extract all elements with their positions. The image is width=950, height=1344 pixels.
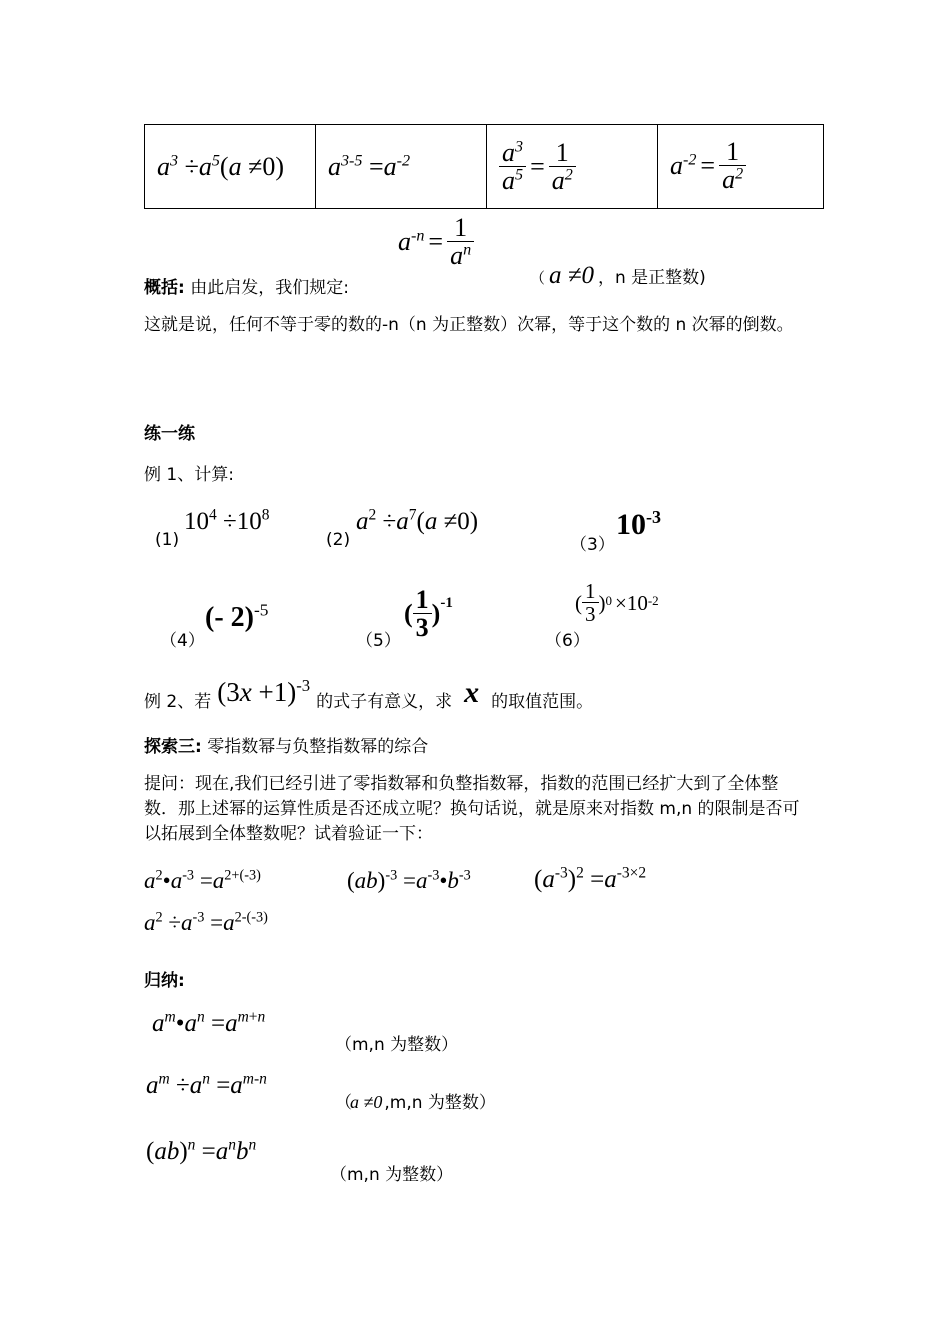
practice-heading: 练一练 — [144, 424, 195, 444]
formula-a3-minus-5: $a^{3-5} =a^{-2}$ — [328, 151, 411, 181]
summary-rule-3-cond: （m,n 为整数） — [330, 1165, 454, 1185]
example-2-pre: 例 2、若 — [144, 692, 212, 712]
explore-formula-1: $a^2•a^{-3} =a^{2+(-3)}$ — [144, 867, 261, 893]
summary-rule-2-formula: $a^m \div a^n =a^{m-n}$ — [146, 1070, 267, 1099]
definition-formula: $a^{-n}$ = $\frac{1}{a^n}$ — [398, 214, 474, 271]
item-5-label: （5） — [356, 631, 401, 651]
item-6-label: （6） — [545, 631, 590, 651]
table-cell-3 — [487, 125, 658, 209]
explanation-paragraph: 这就是说，任何不等于零的数的-n（n 为正整数）次幂，等于这个数的 n 次幂的倒数。 — [144, 315, 794, 335]
example-2-var: x — [464, 676, 480, 709]
explore-question: 提问：现在,我们已经引进了零指数幂和负整指数幂，指数的范围已经扩大到了全体整数．那上述幂的运算性质是否还成立呢？换句话说，就是原来对指数 m,n 的限制是否可以拓展到全体整数呢？试着验证一下： — [144, 774, 800, 844]
item-1-label: (1) — [155, 530, 180, 550]
condition-formula: a ≠0 — [549, 262, 594, 289]
item-3-label: （3） — [570, 535, 615, 555]
example-2-post: 的取值范围。 — [491, 692, 594, 712]
summary-rule-3-formula: $(ab)^n =a^nb^n$ — [146, 1136, 257, 1165]
rules-table — [144, 124, 824, 209]
formula-a3-over-a5: $\frac{a^3}{a^5}$ = $\frac{1}{a^2}$ — [499, 139, 576, 196]
definition-text: 由此启发，我们规定: — [190, 278, 349, 298]
formula-a-neg2: $a^{-2}$ = $\frac{1}{a^2}$ — [670, 138, 746, 195]
item-6-formula: ( $\frac{1}{3}$ ) 0 ×10 -2 — [575, 579, 659, 627]
explore-formula-3: $(a^{-3})^2 =a^{-3\times 2}$ — [534, 864, 647, 893]
item-2-label: (2) — [326, 530, 351, 550]
summary-heading: 归纳: — [144, 971, 185, 991]
summary-rule-1-formula: $a^m•a^n =a^{m+n}$ — [152, 1008, 266, 1037]
item-4-formula: (- 2)$^{-5}$ — [205, 600, 269, 633]
explore-title: 零指数幂与负整指数幂的综合 — [207, 737, 429, 757]
summary-rule-2-cond-formula: a ≠0 — [350, 1092, 383, 1112]
example-2-mid: 的式子有意义，求 — [316, 692, 453, 712]
item-1-formula: $10^4 \div 10^8$ — [184, 506, 270, 535]
example-1-label: 例 1、计算: — [144, 465, 234, 485]
example-2-formula: $(3x +1)^{-3}$ — [217, 676, 311, 707]
summary-rule-1-cond: （m,n 为整数） — [335, 1035, 459, 1055]
explore-formula-4: $a^2 \div a^{-3} =a^{2-(-3)}$ — [144, 909, 268, 935]
table-cell-4 — [658, 125, 824, 209]
summary-label: 归纳 — [144, 971, 178, 991]
definition-line: 概括: 由此启发，我们规定: — [144, 278, 349, 298]
item-2-formula: $a^2 \div a^7(a \ne 0)$ — [356, 506, 479, 535]
definition-label: 概括 — [144, 278, 178, 298]
table-cell-2 — [316, 125, 487, 209]
formula-a3-div-a5: $a^3 \div a^5(a \ne 0)$ — [157, 151, 285, 181]
item-4-label: （4） — [160, 631, 205, 651]
item-3-formula: $10^{-3}$ — [616, 507, 661, 541]
definition-condition: （ a ≠0 ，n 是正整数) — [530, 262, 706, 289]
explore-formula-2: $(ab)^{-3} =a^{-3}•b^{-3}$ — [347, 867, 471, 893]
explore-heading: 探索三: 零指数幂与负整指数幂的综合 — [144, 737, 429, 757]
summary-rule-2-cond: （ a ≠0 ,m,n 为整数） — [335, 1092, 496, 1113]
example-2-line — [144, 668, 593, 716]
explore-label: 探索三 — [144, 737, 195, 757]
table-cell-1 — [145, 125, 316, 209]
item-5-formula: ( $\frac{1}{3}$ ) $^{-1}$ — [404, 585, 453, 643]
